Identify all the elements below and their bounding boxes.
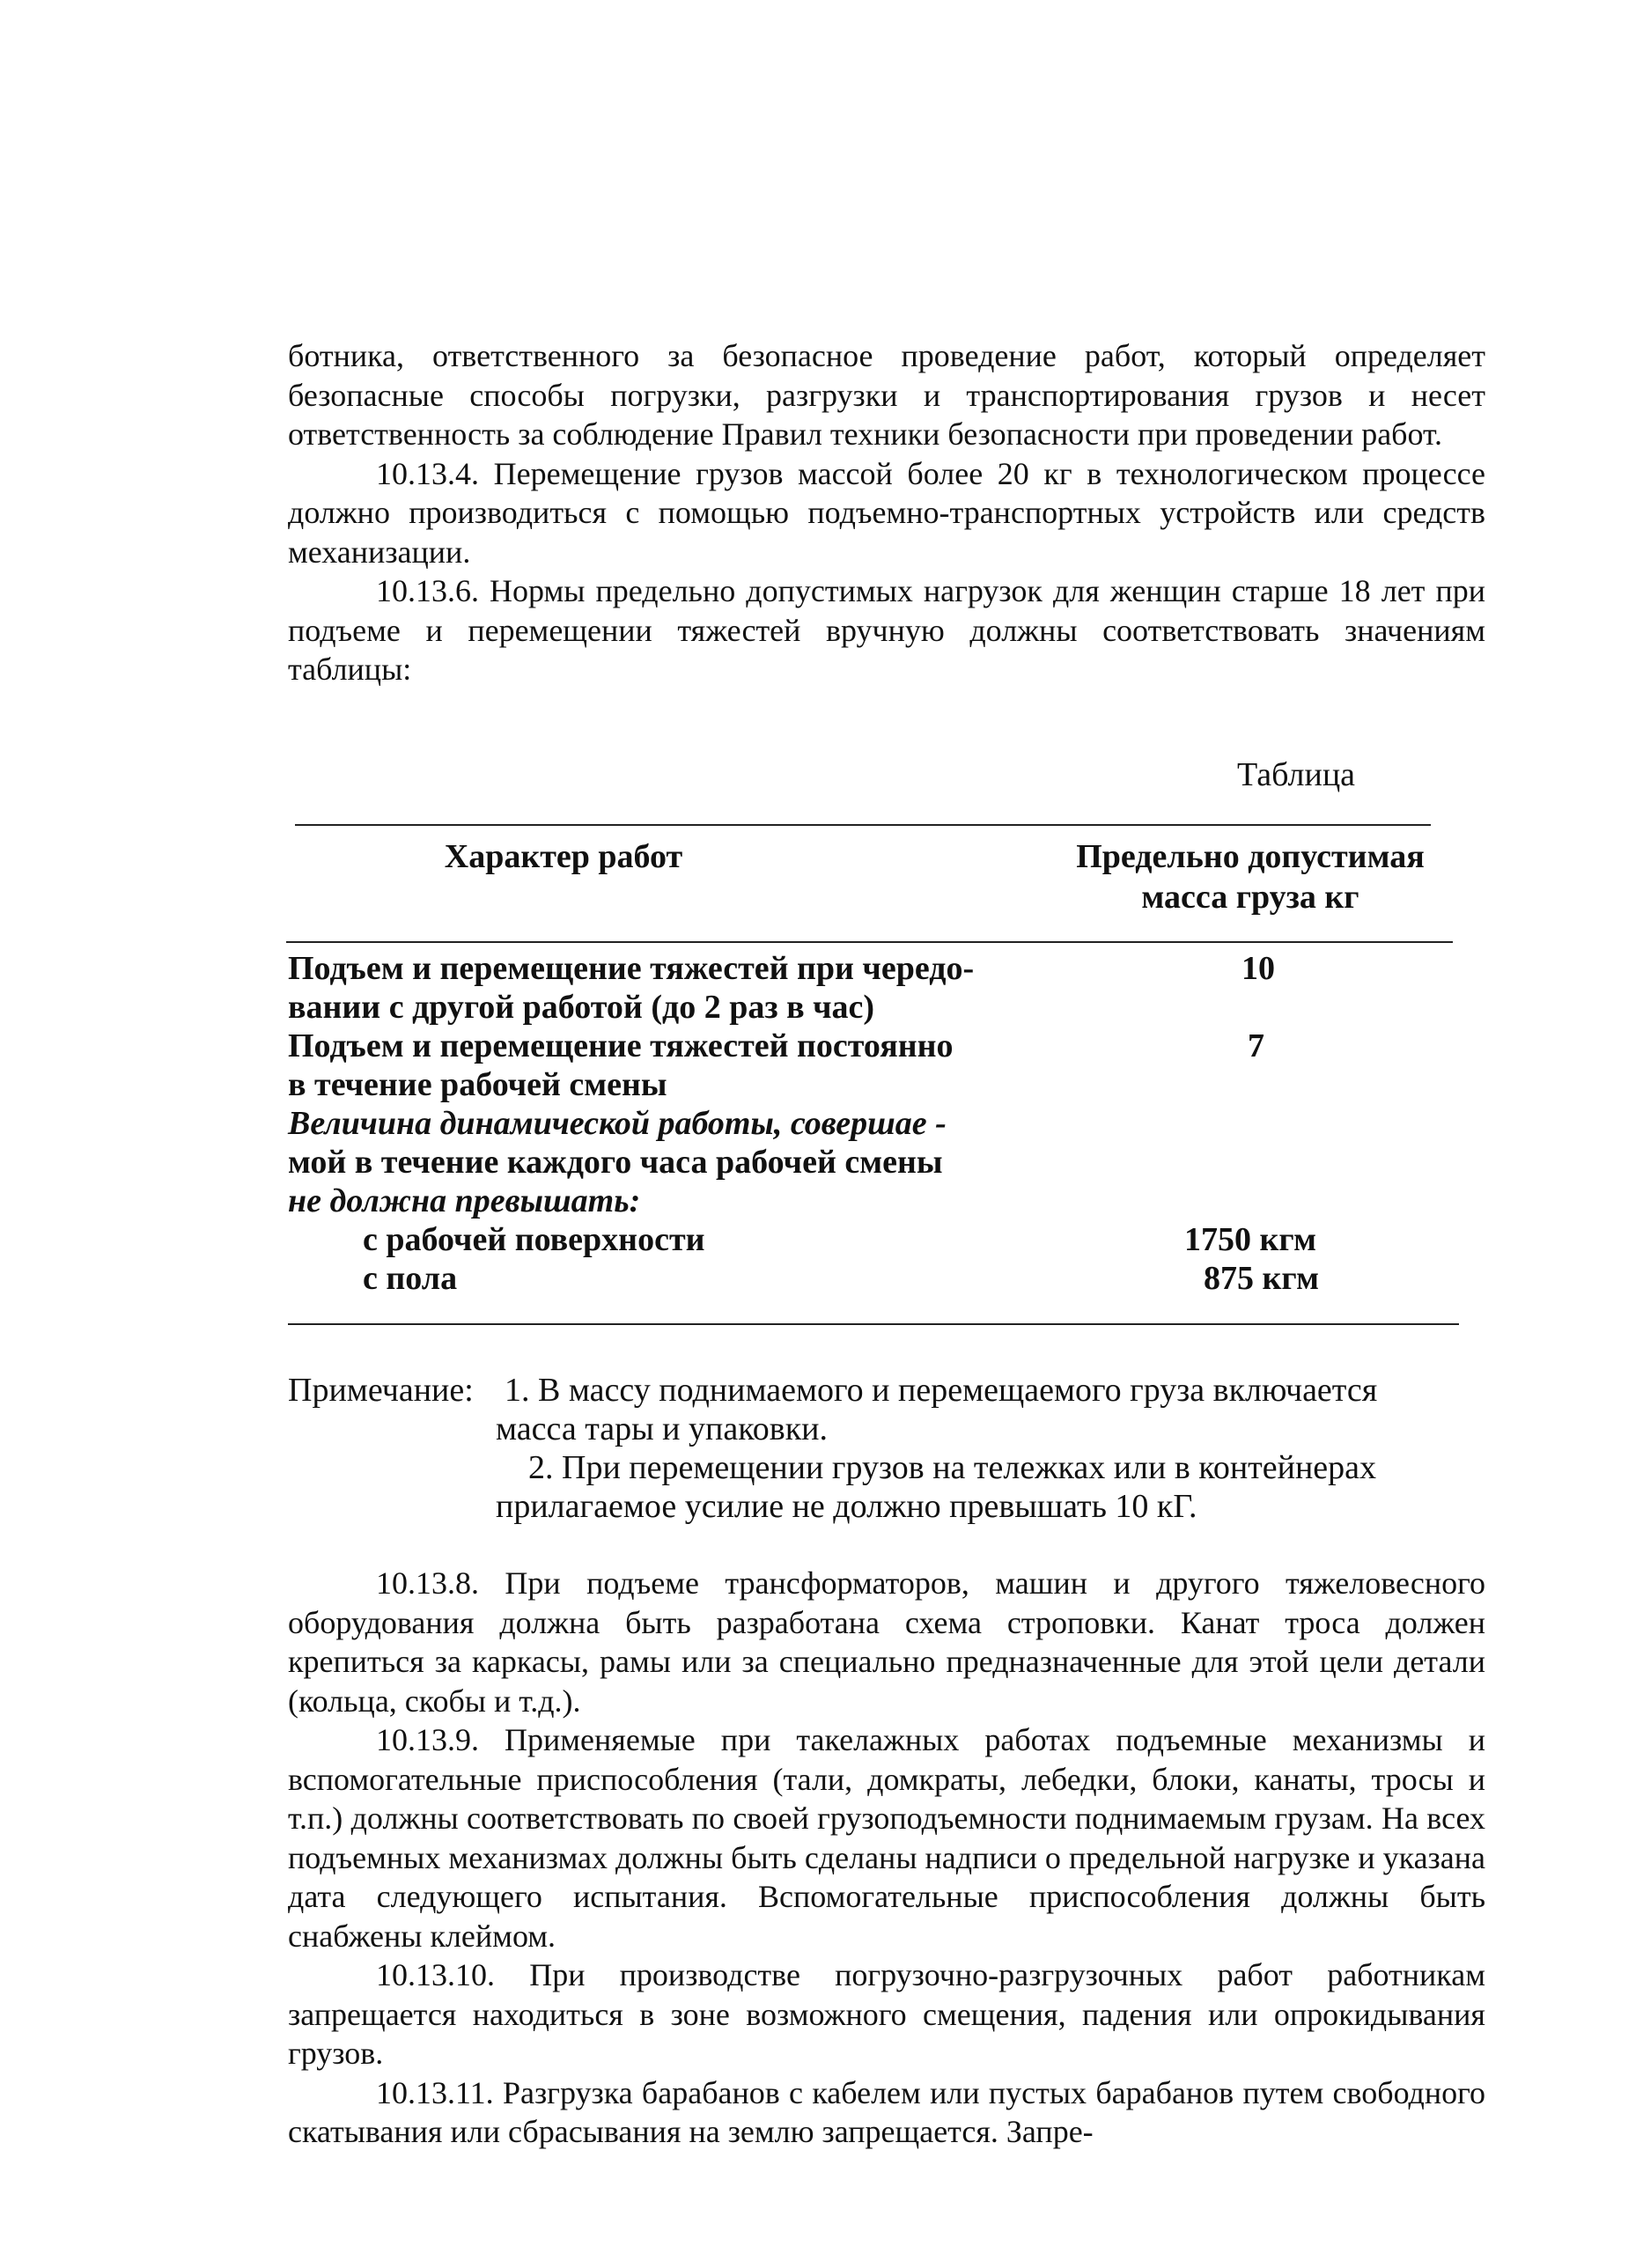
row2-value: 7 — [1248, 1027, 1264, 1064]
paragraph-10-13-4: 10.13.4. Перемещение грузов массой более 20 кг в технологическом процессе должно производиться с помощью подъемно-транспортных устройств или средств механизации. — [288, 455, 1485, 570]
dynamic-line2: мой в течение каждого часа рабочей смены — [288, 1144, 943, 1181]
note-2-line1: 2. При перемещении грузов на тележках или в контейнерах — [528, 1449, 1377, 1486]
table-top-rule — [295, 824, 1431, 826]
note-label: Примечание: — [288, 1372, 474, 1409]
row2-desc-line1: Подъем и перемещение тяжестей постоянно — [288, 1027, 954, 1064]
dynamic-sub2-value: 875 кгм — [1204, 1260, 1320, 1297]
paragraph-10-13-8: 10.13.8. При подъеме трансформаторов, машин и другого тяжеловесного оборудования должна быть разработана схема строповки. Канат троса должен крепиться за каркасы, рамы или за специально предназначенные для этой цели детали (кольца, скобы и т.д.). — [288, 1565, 1485, 1719]
paragraph-10-13-10: 10.13.10. При производстве погрузочно-разгрузочных работ работникам запрещается находиться в зоне возможного смещения, падения или опрокидывания грузов. — [288, 1957, 1485, 2071]
table-caption: Таблица — [1237, 756, 1356, 793]
table-header-rule — [286, 941, 1453, 943]
intro-text — [288, 336, 1485, 689]
note-2-line2: прилагаемое усилие не должно превышать 10 кГ. — [496, 1488, 1197, 1525]
paragraph-10-13-6: 10.13.6. Нормы предельно допустимых нагрузок для женщин старше 18 лет при подъеме и перемещении тяжестей вручную должны соответствовать значениям таблицы: — [288, 573, 1485, 687]
outro-text — [288, 1564, 1485, 2152]
paragraph-10-13-9: 10.13.9. Применяемые при такелажных работах подъемные механизмы и вспомогательные приспособления (тали, домкраты, лебедки, блоки, канаты, тросы и т.п.) должны соответствовать по своей грузоподъемности поднимаемым грузам. На всех подъемных механизмах должны быть сделаны надписи о предельной нагрузке и указана дата следующего испытания. Вспомогательные приспособления должны быть снабжены клеймом. — [288, 1722, 1485, 1954]
row1-desc-line2: вании с другой работой (до 2 раз в час) — [288, 989, 875, 1026]
dynamic-line1: Величина динамической работы, совершае - — [288, 1105, 947, 1142]
dynamic-sub1-value: 1750 кгм — [1184, 1221, 1317, 1258]
row1-value: 10 — [1241, 950, 1275, 987]
row2-desc-line2: в течение рабочей смены — [288, 1066, 667, 1103]
paragraph-10-13-11: 10.13.11. Разгрузка барабанов с кабелем или пустых барабанов путем свободного скатывания или сбрасывания на землю запрещается. Запре- — [288, 2074, 1485, 2149]
header-max-mass-line2: масса груза кг — [1141, 879, 1359, 916]
dynamic-line3: не должна превышать: — [288, 1182, 641, 1219]
paragraph-continuation: ботника, ответственного за безопасное проведение работ, который определяет безопасные способы погрузки, разгрузки и транспортирования грузов и несет ответственность за соблюдение Правил техники безопасности при проведении работ. — [288, 338, 1485, 452]
row1-desc-line1: Подъем и перемещение тяжестей при чередо- — [288, 950, 975, 987]
header-work-type: Характер работ — [444, 838, 683, 875]
note-1-line1: 1. В массу поднимаемого и перемещаемого груза включается — [505, 1372, 1378, 1409]
dynamic-sub2-label: с пола — [363, 1260, 458, 1297]
table-bottom-rule — [288, 1323, 1459, 1325]
dynamic-sub1-label: с рабочей поверхности — [363, 1221, 705, 1258]
note-1-line2: масса тары и упаковки. — [496, 1410, 828, 1447]
header-max-mass-line1: Предельно допустимая — [1076, 838, 1425, 875]
